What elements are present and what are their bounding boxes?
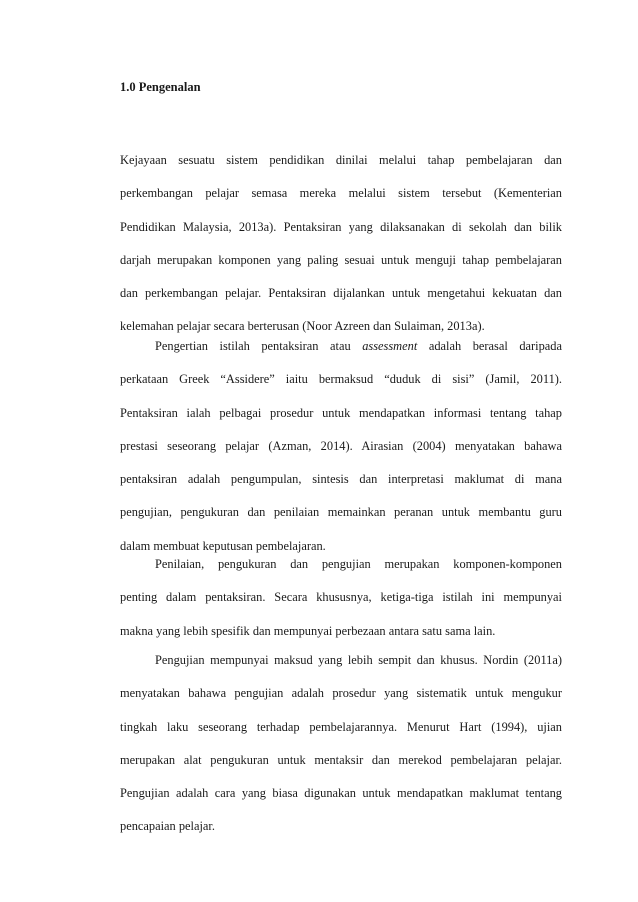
paragraph-line: perkembangan pelajar semasa mereka melalui sistem tersebut (Kementerian bbox=[120, 186, 562, 201]
paragraph-3 bbox=[120, 556, 562, 656]
italic-term: assessment bbox=[362, 339, 418, 353]
paragraph-line: prestasi seseorang pelajar (Azman, 2014). Airasian (2004) menyatakan bahawa bbox=[120, 438, 562, 453]
paragraph-line: pencapaian pelajar. bbox=[120, 819, 215, 834]
paragraph-line: penting dalam pentaksiran. Secara khususnya, ketiga-tiga istilah ini mempunyai bbox=[120, 590, 562, 605]
paragraph-line bbox=[120, 338, 562, 371]
paragraph-2 bbox=[120, 338, 562, 571]
paragraph-line: dan perkembangan pelajar. Pentaksiran dijalankan untuk mengetahui kekuatan dan bbox=[120, 286, 562, 301]
line-text: Pengertian istilah pentaksiran atau bbox=[155, 339, 351, 353]
paragraph-line: Kejayaan sesuatu sistem pendidikan dinilai melalui tahap pembelajaran dan bbox=[120, 153, 562, 167]
paragraph-line: kelemahan pelajar secara berterusan (Noor Azreen dan Sulaiman, 2013a). bbox=[120, 319, 485, 334]
paragraph-line: merupakan alat pengukuran untuk mentaksir dan merekod pembelajaran pelajar. bbox=[120, 752, 562, 767]
paragraph-line: menyatakan bahawa pengujian adalah prosedur yang sistematik untuk mengukur bbox=[120, 686, 562, 701]
document-page bbox=[120, 0, 562, 902]
paragraph-1 bbox=[120, 152, 562, 352]
paragraph-line: Pendidikan Malaysia, 2013a). Pentaksiran yang dilaksanakan di sekolah dan bilik bbox=[120, 219, 562, 234]
paragraph-line: Pentaksiran ialah pelbagai prosedur untuk mendapatkan informasi tentang tahap bbox=[120, 405, 562, 420]
section-heading: 1.0 Pengenalan bbox=[120, 80, 201, 94]
paragraph-line: dalam membuat keputusan pembelajaran. bbox=[120, 538, 326, 553]
paragraph-line: tingkah laku seseorang terhadap pembelajarannya. Menurut Hart (1994), ujian bbox=[120, 719, 562, 734]
line-text: adalah berasal daripada bbox=[428, 339, 562, 353]
paragraph-4 bbox=[120, 652, 562, 852]
paragraph-line: perkataan Greek “Assidere” iaitu bermaksud “duduk di sisi” (Jamil, 2011). bbox=[120, 372, 562, 387]
paragraph-line: Pengujian adalah cara yang biasa digunakan untuk mendapatkan maklumat tentang bbox=[120, 786, 562, 801]
paragraph-line: pentaksiran adalah pengumpulan, sintesis dan interpretasi maklumat di mana bbox=[120, 472, 562, 487]
paragraph-line: pengujian, pengukuran dan penilaian memainkan peranan untuk membantu guru bbox=[120, 505, 562, 520]
paragraph-line: makna yang lebih spesifik dan mempunyai perbezaan antara satu sama lain. bbox=[120, 623, 496, 638]
paragraph-line: Penilaian, pengukuran dan pengujian merupakan komponen-komponen bbox=[155, 557, 562, 571]
paragraph-line: darjah merupakan komponen yang paling sesuai untuk menguji tahap pembelajaran bbox=[120, 252, 562, 267]
paragraph-line: Pengujian mempunyai maksud yang lebih sempit dan khusus. Nordin (2011a) bbox=[155, 653, 562, 667]
